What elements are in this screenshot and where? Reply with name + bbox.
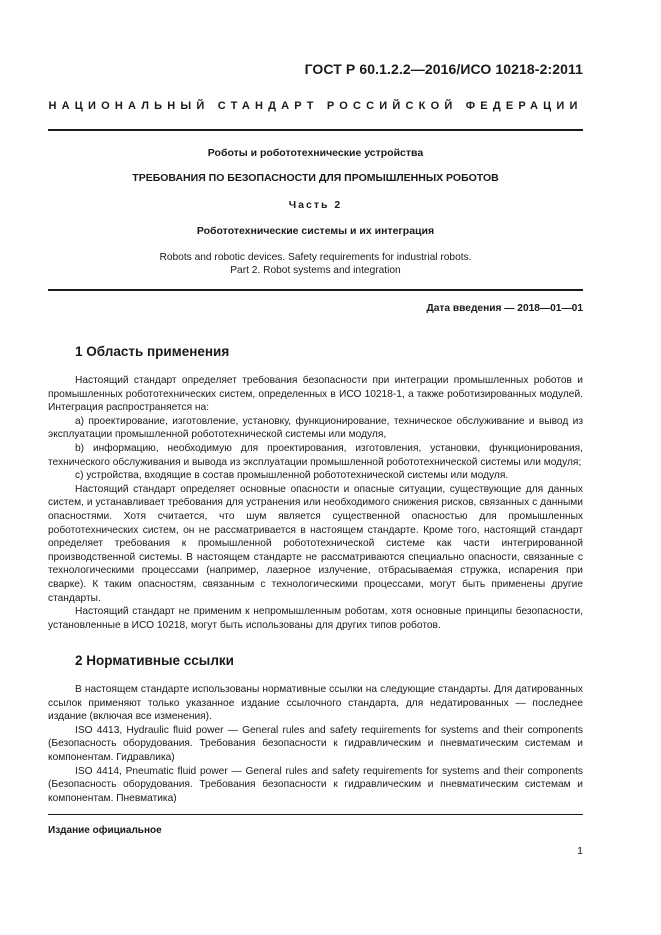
footer-divider [48,814,583,815]
list-item: a) проектирование, изготовление, установку, функционирование, техническое обслуживание и вывод из эксплуатации промышленной робототехнической системы или модуля, [48,415,583,441]
paragraph: Настоящий стандарт определяет требования безопасности при интеграции промышленных роботов и промышленных робототехнических систем, определенных в ИСО 10218-1, а также роботизированных модулей. Интеграция распространяется на: [48,375,583,414]
edition-label: Издание официальное [48,825,162,836]
national-standard-banner: НАЦИОНАЛЬНЫЙ СТАНДАРТ РОССИЙСКОЙ ФЕДЕРАЦИИ [48,100,583,112]
section-normative-references [48,652,583,805]
title-subtitle: Робототехнические системы и их интеграция [196,225,435,237]
title-english-line1: Robots and robotic devices. Safety requirements for industrial robots. [159,252,472,263]
header-divider [48,129,583,131]
title-english-line2: Part 2. Robot systems and integration [230,265,401,276]
standard-code: ГОСТ Р 60.1.2.2—2016/ИСО 10218-2:2011 [304,61,583,77]
page-number: 1 [577,845,583,857]
section-scope [48,343,583,632]
title-divider [48,289,583,291]
paragraph: Настоящий стандарт не применим к непромышленным роботам, хотя основные принципы безопасности, установленные в ИСО 10218, могут быть использованы для других типов роботов. [48,606,583,631]
title-part: Часть 2 [288,199,343,211]
reference-item: ISO 4414, Pneumatic fluid power — General rules and safety requirements for systems and their components (Безопасность оборудования. Требования безопасности к гидравлическим и пневматическим системам и компонентам. Пневматика) [48,765,583,804]
section-heading: 1 Область применения [75,344,230,359]
reference-item: ISO 4413, Hydraulic fluid power — General rules and safety requirements for systems and their components (Безопасность оборудования. Требования безопасности к гидравлическим и пневматическим системам и компонентам. Гидравлика) [48,724,583,763]
paragraph: Настоящий стандарт определяет основные опасности и опасные ситуации, существующие для данных систем, и устанавливает требования для устранения или необходимого снижения рисков, связанных с данными опасностями. Хотя считается, что шум является существенной опасностью для промышленных робототехнических систем, он не рассматривается в настоящем стандарте. Кроме того, настоящий стандарт определяет требования к промышленной робототехнической системе как части интегрированной производственной системы. В настоящем стандарте не рассматриваются специально опасности, связанные с технологическими процессами (например, лазерное излучение, отбрасываемая стружка, испарения при сварке). К таким опасностям, связанным с технологическими процессами, могут быть применены другие стандарты. [48,483,583,604]
section-heading: 2 Нормативные ссылки [75,653,234,668]
introduction-date: Дата введения — 2018—01—01 [426,303,583,314]
title-main: ТРЕБОВАНИЯ ПО БЕЗОПАСНОСТИ ДЛЯ ПРОМЫШЛЕННЫХ РОБОТОВ [132,172,499,184]
title-group: Роботы и робототехнические устройства [207,147,424,159]
paragraph: В настоящем стандарте использованы нормативные ссылки на следующие стандарты. Для датированных ссылок применяют только указанное издание ссылочного стандарта, для недатированных — последнее издание (включая все изменения). [48,684,583,723]
list-item: c) устройства, входящие в состав промышленной робототехнической системы или модуля. [75,470,509,482]
list-item: b) информацию, необходимую для проектирования, изготовления, установки, функционирования, технического обслуживания и вывода из эксплуатации промышленной робототехнической системы или модуля; [48,442,583,468]
